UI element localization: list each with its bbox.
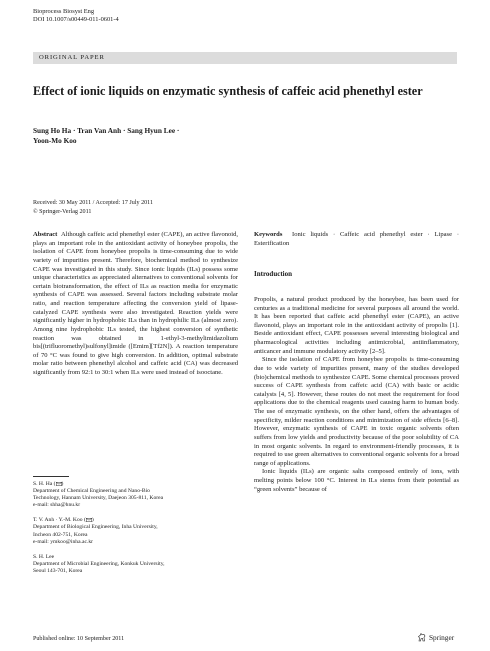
copyright: © Springer-Verlag 2011: [33, 208, 92, 215]
affiliation-name: S. H. Ha: [33, 481, 53, 487]
keywords: [254, 231, 459, 248]
intro-paragraph-2: Since the isolation of CAPE from honeybee propolis is time-consuming due to wide variety of impurities present, many of the studies developed (bio)chemical methods to synthesize CAPE. Some chemical processes proved success of CAPE synthesis from caffeic acid (CA) with basic or acidic catalysts [4, 5]. However, these routes do not meet the requirement for food applications due to the chemical reagents used causing harm to human body. The use of enzymatic synthesis, on the other hand, offers the advantages of specificity, milder reaction conditions and minimization of side effects [6–8]. However, enzymatic synthesis of CAPE in toxic organic solvents often suffers from low yields and productivity because of the poor solubility of CA in most organic solvents. In regard to environment-friendly processes, it is required to use green alternatives to conventional organic solvents for a broad range of applications.: [254, 356, 459, 467]
affiliations: [33, 481, 238, 583]
doi: DOI 10.1007/s00449-011-0601-4: [33, 16, 119, 23]
author-list: [33, 126, 333, 146]
affiliation-3: [33, 554, 238, 575]
envelope-icon: [86, 518, 92, 522]
abstract-text: Although caffeic acid phenethyl ester (CAPE), an active flavonoid, plays an important role in the antioxidant activity of honeybee propolis, the isolation of CAPE from honeybee propolis is time-consuming due to wide variety of impurities present. Therefore, biochemical method to synthesize CAPE was investigated in this study. Since ionic liquids (ILs) possess some unique characteristics as appreciated alternatives to conventional solvents for certain biotransformation, the effect of ILs as reaction media for enzymatic synthesis of CAPE was assessed. Several factors including substrate molar ratio, and reaction temperature affecting the conversion yield of lipase-catalyzed CAPE synthesis were also investigated. Reaction yields were significantly higher in hydrophobic ILs than in hydrophilic ILs (almost zero). Among nine hydrophobic ILs tested, the highest conversion of synthetic reaction was obtained in 1-ethyl-3-methylimidazolium bis[(trifluoromethyl)sulfonyl]imide ([Emim][Tf2N]). A reaction temperature of 70 °C was found to give high conversion. In addition, optimal substrate molar ratio between phenethyl alcohol and caffeic acid (CA) was decreased significantly from 92:1 to 30:1 when ILs were used instead of isooctane.: [33, 231, 238, 376]
springer-horse-icon: [418, 633, 426, 642]
affiliation-2: T. V. Anh · Y.-M. Koo ( ) Department of Biological Engineering, Inha University, Incheon 402-751, Korea e-mail: ymkoo@inha.ac.kr: [33, 517, 238, 545]
authors-line-2: Yoon-Mo Koo: [33, 136, 77, 145]
published-online: Published online: 10 September 2011: [33, 636, 125, 642]
section-heading-introduction: Introduction: [254, 270, 292, 279]
right-column: [254, 231, 459, 494]
journal-header: [33, 8, 119, 24]
abstract-section: [33, 231, 238, 378]
journal-name: Bioprocess Biosyst Eng: [33, 8, 95, 15]
affiliation-org: Seoul 143-701, Korea: [33, 567, 83, 574]
article-type-banner: ORIGINAL PAPER: [33, 52, 457, 64]
affiliation-1: S. H. Ha ( ) Department of Chemical Engineering and Nano-Bio Technology, Hannam University, Daejeon 305-811, Korea e-mail: shha@hnu.kr: [33, 481, 238, 509]
publisher-logo: [418, 633, 454, 642]
affiliation-dept: Department of Chemical Engineering and Nano-Bio: [33, 488, 150, 495]
keywords-label: Keywords: [254, 231, 283, 238]
affiliation-org: Technology, Hannam University, Daejeon 305-811, Korea: [33, 495, 164, 502]
affiliation-name: S. H. Lee: [33, 553, 55, 560]
publisher-name: Springer: [429, 633, 455, 642]
affiliation-email[interactable]: e-mail: ymkoo@inha.ac.kr: [33, 538, 93, 545]
abstract-label: Abstract: [33, 231, 58, 238]
affiliation-org: Incheon 402-751, Korea: [33, 531, 88, 538]
dates-block: [33, 199, 153, 216]
intro-paragraph-3: Ionic liquids (ILs) are organic salts composed entirely of ions, with melting points below 100 °C. Interest in ILs stems from their potential as “green solvents” because of: [254, 468, 459, 493]
affiliation-name: T. V. Anh · Y.-M. Koo: [33, 517, 83, 524]
envelope-icon: [56, 482, 62, 486]
paper-title: Effect of ionic liquids on enzymatic synthesis of caffeic acid phenethyl ester: [33, 84, 423, 98]
affiliation-dept: Department of Microbial Engineering, Konkuk University,: [33, 560, 165, 567]
footnote-rule: [33, 476, 69, 477]
keywords-text: Ionic liquids · Caffeic acid phenethyl ester · Lipase · Esterification: [254, 231, 459, 247]
received-accepted: Received: 30 May 2011 / Accepted: 17 July 2011: [33, 200, 154, 206]
affiliation-email[interactable]: e-mail: shha@hnu.kr: [33, 502, 81, 509]
authors-line-1: Sung Ho Ha · Tran Van Anh · Sang Hyun Lee ·: [33, 126, 180, 135]
intro-paragraph-1: Propolis, a natural product produced by the honeybee, has been used for centuries as a traditional medicine for several purposes all around the world. It has been reported that caffeic acid phenethyl ester (CAPE), an active flavonoid, plays an important role in the antioxidant activity of propolis [1]. Beside antioxidant effect, CAPE possesses several interesting biological and pharmacological activities including antimicrobial, antiinflammatory, anticancer and immune modulatory activity [2–5].: [254, 295, 459, 355]
affiliation-dept: Department of Biological Engineering, Inha University,: [33, 524, 158, 531]
